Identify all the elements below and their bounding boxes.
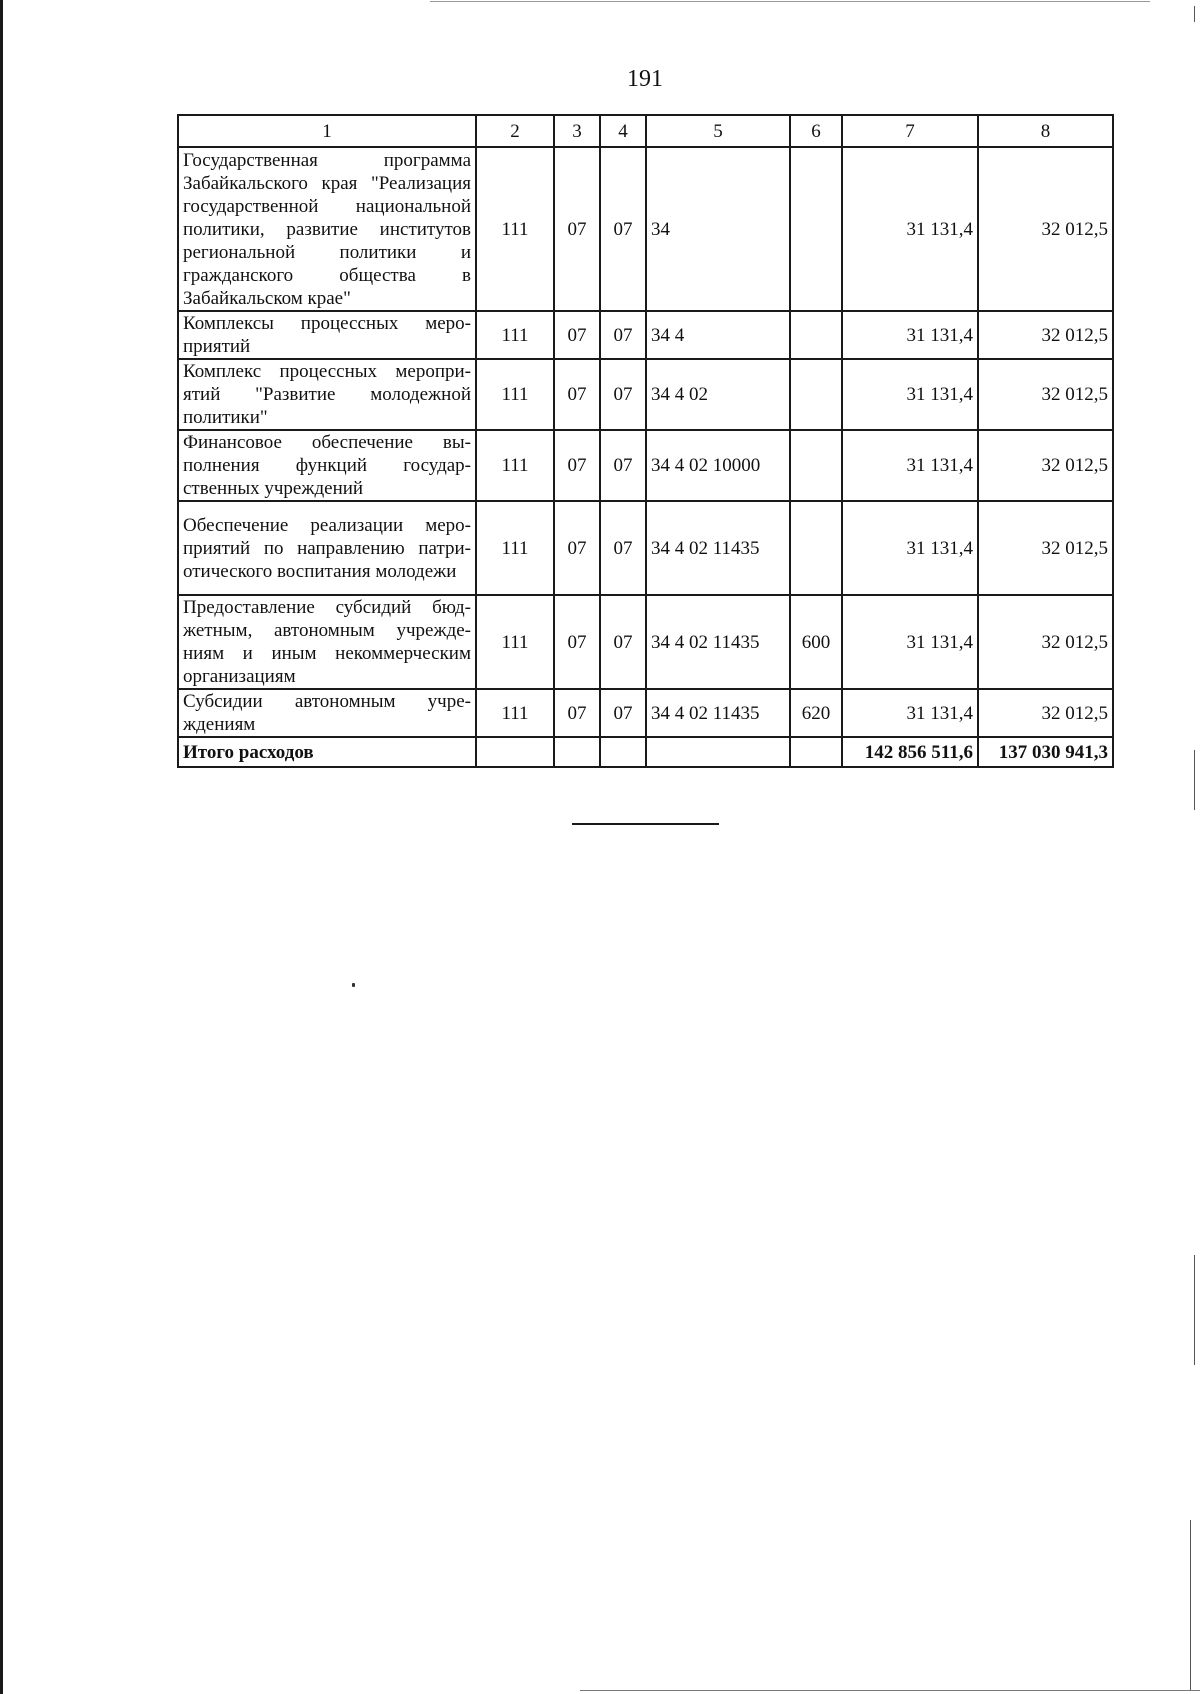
table-header-row — [178, 115, 1113, 147]
column-header: 7 — [842, 115, 978, 147]
scan-bottom-line — [580, 1690, 1200, 1691]
cell-col5: 34 4 02 11435 — [646, 501, 790, 595]
cell-col5 — [646, 737, 790, 767]
budget-table — [177, 114, 1114, 768]
scan-right-mark — [1194, 750, 1195, 810]
cell-col2: 111 — [476, 501, 554, 595]
cell-col5: 34 4 — [646, 311, 790, 359]
table-row — [178, 430, 1113, 501]
cell-col7: 31 131,4 — [842, 359, 978, 430]
cell-col3: 07 — [554, 359, 600, 430]
table-row — [178, 147, 1113, 311]
cell-col6 — [790, 501, 842, 595]
cell-col5: 34 4 02 10000 — [646, 430, 790, 501]
cell-col4: 07 — [600, 595, 646, 689]
cell-col6 — [790, 147, 842, 311]
column-header: 8 — [978, 115, 1113, 147]
cell-col8: 32 012,5 — [978, 501, 1113, 595]
cell-col6 — [790, 737, 842, 767]
table-row — [178, 311, 1113, 359]
cell-col7: 31 131,4 — [842, 689, 978, 737]
column-header: 2 — [476, 115, 554, 147]
cell-col3: 07 — [554, 689, 600, 737]
table-row — [178, 501, 1113, 595]
cell-col7: 31 131,4 — [842, 147, 978, 311]
cell-col7: 31 131,4 — [842, 430, 978, 501]
cell-col4: 07 — [600, 501, 646, 595]
cell-col3: 07 — [554, 501, 600, 595]
table-row — [178, 595, 1113, 689]
scan-right-mark — [1190, 1520, 1191, 1690]
total-col7: 142 856 511,6 — [842, 737, 978, 767]
cell-col2: 111 — [476, 359, 554, 430]
cell-col6: 600 — [790, 595, 842, 689]
total-row — [178, 737, 1113, 767]
scan-right-mark — [1194, 6, 1195, 22]
table-row — [178, 359, 1113, 430]
row-name: Финансовое обеспечение выполнения функций государственных учреждений — [178, 430, 476, 501]
scan-top-line — [430, 1, 1150, 2]
cell-col5: 34 — [646, 147, 790, 311]
cell-col2: 111 — [476, 147, 554, 311]
cell-col4: 07 — [600, 311, 646, 359]
end-rule-divider — [572, 823, 719, 825]
cell-col6 — [790, 311, 842, 359]
cell-col7: 31 131,4 — [842, 501, 978, 595]
row-name: Государственная программа Забайкальского края "Реализация государственной национальной политики, развитие институтов региональной политики и гражданского общества в Забайкальском крае" — [178, 147, 476, 311]
row-name: Предоставление субсидий бюджетным, автономным учреждениям и иным некоммерческим организациям — [178, 595, 476, 689]
cell-col6: 620 — [790, 689, 842, 737]
cell-col3: 07 — [554, 311, 600, 359]
cell-col8: 32 012,5 — [978, 430, 1113, 501]
cell-col7: 31 131,4 — [842, 595, 978, 689]
cell-col2: 111 — [476, 430, 554, 501]
column-header: 6 — [790, 115, 842, 147]
cell-col4: 07 — [600, 689, 646, 737]
cell-col8: 32 012,5 — [978, 595, 1113, 689]
scan-right-mark — [1194, 1255, 1195, 1365]
column-header: 3 — [554, 115, 600, 147]
cell-col2: 111 — [476, 311, 554, 359]
cell-col3: 07 — [554, 595, 600, 689]
scan-speck — [352, 983, 355, 987]
row-name: Обеспечение реализации мероприятий по направлению патриотического воспитания молодежи — [178, 501, 476, 595]
total-label: Итого расходов — [178, 737, 476, 767]
page-number: 191 — [627, 66, 663, 92]
cell-col6 — [790, 359, 842, 430]
cell-col6 — [790, 430, 842, 501]
cell-col8: 32 012,5 — [978, 689, 1113, 737]
cell-col4 — [600, 737, 646, 767]
cell-col8: 32 012,5 — [978, 147, 1113, 311]
cell-col4: 07 — [600, 430, 646, 501]
cell-col3: 07 — [554, 430, 600, 501]
cell-col8: 32 012,5 — [978, 311, 1113, 359]
column-header: 1 — [178, 115, 476, 147]
scan-left-edge — [0, 0, 3, 1694]
column-header: 4 — [600, 115, 646, 147]
cell-col5: 34 4 02 11435 — [646, 595, 790, 689]
cell-col2: 111 — [476, 689, 554, 737]
cell-col3 — [554, 737, 600, 767]
table-row — [178, 689, 1113, 737]
total-col8: 137 030 941,3 — [978, 737, 1113, 767]
cell-col2: 111 — [476, 595, 554, 689]
cell-col4: 07 — [600, 359, 646, 430]
cell-col5: 34 4 02 11435 — [646, 689, 790, 737]
cell-col2 — [476, 737, 554, 767]
cell-col5: 34 4 02 — [646, 359, 790, 430]
row-name: Комплексы процессных мероприятий — [178, 311, 476, 359]
cell-col8: 32 012,5 — [978, 359, 1113, 430]
row-name: Субсидии автономным учреждениям — [178, 689, 476, 737]
cell-col4: 07 — [600, 147, 646, 311]
cell-col7: 31 131,4 — [842, 311, 978, 359]
cell-col3: 07 — [554, 147, 600, 311]
row-name: Комплекс процессных мероприятий "Развитие молодежной политики" — [178, 359, 476, 430]
column-header: 5 — [646, 115, 790, 147]
